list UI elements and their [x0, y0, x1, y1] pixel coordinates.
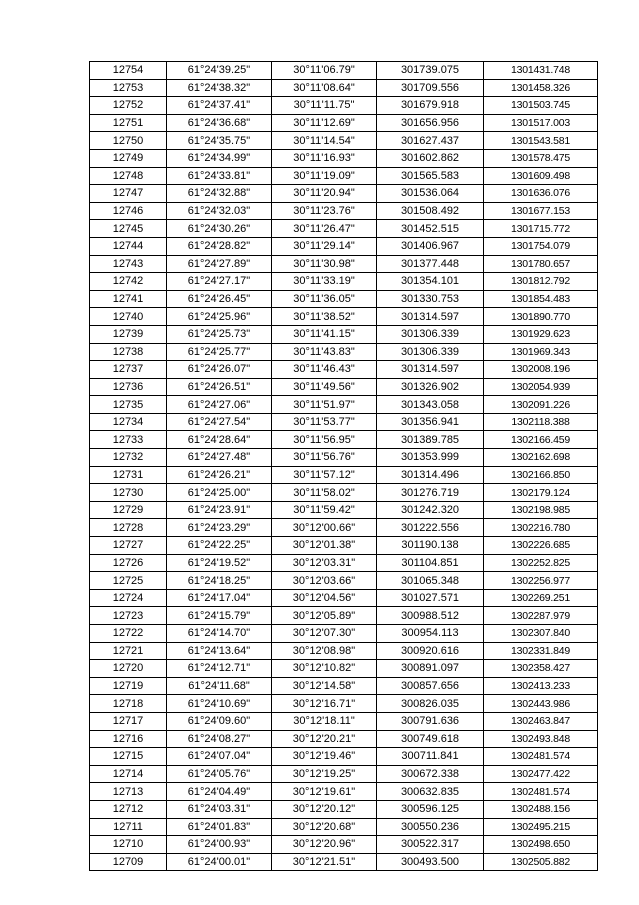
longitude-cell: 30°12'04.56" [272, 589, 377, 607]
latitude-cell: 61°24'25.00" [167, 484, 272, 502]
latitude-cell: 61°24'27.06" [167, 396, 272, 414]
latitude-cell: 61°24'17.04" [167, 589, 272, 607]
northing-cell: 301679.918 [377, 97, 484, 115]
longitude-cell: 30°11'20.94" [272, 185, 377, 203]
northing-cell: 301536.064 [377, 185, 484, 203]
table-row [90, 114, 598, 132]
point-number-cell: 12731 [90, 466, 167, 484]
table-row [90, 396, 598, 414]
latitude-cell: 61°24'27.89" [167, 255, 272, 273]
latitude-cell: 61°24'12.71" [167, 660, 272, 678]
table-row [90, 431, 598, 449]
longitude-cell: 30°11'08.64" [272, 79, 377, 97]
table-row [90, 220, 598, 238]
longitude-cell: 30°11'23.76" [272, 202, 377, 220]
point-number-cell: 12714 [90, 765, 167, 783]
northing-cell: 300988.512 [377, 607, 484, 625]
point-number-cell: 12735 [90, 396, 167, 414]
latitude-cell: 61°24'26.45" [167, 290, 272, 308]
table-row [90, 572, 598, 590]
easting-cell: 1302307.840 [484, 625, 598, 643]
latitude-cell: 61°24'08.27" [167, 730, 272, 748]
point-number-cell: 12740 [90, 308, 167, 326]
point-number-cell: 12722 [90, 625, 167, 643]
longitude-cell: 30°11'06.79" [272, 62, 377, 80]
northing-cell: 301330.753 [377, 290, 484, 308]
easting-cell: 1302481.574 [484, 783, 598, 801]
table-row [90, 730, 598, 748]
easting-cell: 1302166.459 [484, 431, 598, 449]
point-number-cell: 12721 [90, 642, 167, 660]
easting-cell: 1302498.650 [484, 836, 598, 854]
table-row [90, 853, 598, 871]
northing-cell: 301276.719 [377, 484, 484, 502]
longitude-cell: 30°12'08.98" [272, 642, 377, 660]
northing-cell: 301452.515 [377, 220, 484, 238]
easting-cell: 1302091.226 [484, 396, 598, 414]
latitude-cell: 61°24'04.49" [167, 783, 272, 801]
latitude-cell: 61°24'30.26" [167, 220, 272, 238]
longitude-cell: 30°11'19.09" [272, 167, 377, 185]
point-number-cell: 12709 [90, 853, 167, 871]
longitude-cell: 30°11'29.14" [272, 237, 377, 255]
table-row [90, 712, 598, 730]
table-row [90, 343, 598, 361]
latitude-cell: 61°24'32.88" [167, 185, 272, 203]
latitude-cell: 61°24'00.93" [167, 836, 272, 854]
northing-cell: 301627.437 [377, 132, 484, 150]
easting-cell: 1302443.986 [484, 695, 598, 713]
easting-cell: 1301715.772 [484, 220, 598, 238]
longitude-cell: 30°12'20.68" [272, 818, 377, 836]
table-row [90, 202, 598, 220]
northing-cell: 300596.125 [377, 800, 484, 818]
table-row [90, 537, 598, 555]
latitude-cell: 61°24'34.99" [167, 149, 272, 167]
latitude-cell: 61°24'14.70" [167, 625, 272, 643]
latitude-cell: 61°24'27.54" [167, 413, 272, 431]
table-row [90, 255, 598, 273]
easting-cell: 1302179.124 [484, 484, 598, 502]
latitude-cell: 61°24'25.96" [167, 308, 272, 326]
point-number-cell: 12729 [90, 501, 167, 519]
longitude-cell: 30°11'30.98" [272, 255, 377, 273]
northing-cell: 300891.097 [377, 660, 484, 678]
point-number-cell: 12744 [90, 237, 167, 255]
northing-cell: 301377.448 [377, 255, 484, 273]
northing-cell: 300920.616 [377, 642, 484, 660]
table-row [90, 589, 598, 607]
latitude-cell: 61°24'07.04" [167, 748, 272, 766]
northing-cell: 301326.902 [377, 378, 484, 396]
easting-cell: 1302287.979 [484, 607, 598, 625]
table-row [90, 466, 598, 484]
latitude-cell: 61°24'33.81" [167, 167, 272, 185]
point-number-cell: 12747 [90, 185, 167, 203]
latitude-cell: 61°24'28.64" [167, 431, 272, 449]
longitude-cell: 30°12'20.21" [272, 730, 377, 748]
longitude-cell: 30°11'33.19" [272, 273, 377, 291]
coordinates-table [89, 61, 598, 871]
point-number-cell: 12732 [90, 449, 167, 467]
longitude-cell: 30°12'03.66" [272, 572, 377, 590]
point-number-cell: 12724 [90, 589, 167, 607]
table-row [90, 800, 598, 818]
latitude-cell: 61°24'23.29" [167, 519, 272, 537]
easting-cell: 1302505.882 [484, 853, 598, 871]
point-number-cell: 12754 [90, 62, 167, 80]
longitude-cell: 30°11'11.75" [272, 97, 377, 115]
longitude-cell: 30°11'36.05" [272, 290, 377, 308]
latitude-cell: 61°24'28.82" [167, 237, 272, 255]
point-number-cell: 12720 [90, 660, 167, 678]
table-row [90, 237, 598, 255]
point-number-cell: 12752 [90, 97, 167, 115]
table-row [90, 677, 598, 695]
northing-cell: 301190.138 [377, 537, 484, 555]
northing-cell: 301314.597 [377, 308, 484, 326]
point-number-cell: 12733 [90, 431, 167, 449]
point-number-cell: 12716 [90, 730, 167, 748]
northing-cell: 300493.500 [377, 853, 484, 871]
latitude-cell: 61°24'25.77" [167, 343, 272, 361]
easting-cell: 1302481.574 [484, 748, 598, 766]
latitude-cell: 61°24'11.68" [167, 677, 272, 695]
latitude-cell: 61°24'35.75" [167, 132, 272, 150]
table-row [90, 519, 598, 537]
latitude-cell: 61°24'26.21" [167, 466, 272, 484]
northing-cell: 300632.835 [377, 783, 484, 801]
longitude-cell: 30°11'16.93" [272, 149, 377, 167]
easting-cell: 1301458.326 [484, 79, 598, 97]
table-row [90, 273, 598, 291]
coordinates-table-body [90, 62, 598, 871]
longitude-cell: 30°11'53.77" [272, 413, 377, 431]
easting-cell: 1302493.848 [484, 730, 598, 748]
longitude-cell: 30°11'12.69" [272, 114, 377, 132]
table-row [90, 660, 598, 678]
longitude-cell: 30°12'19.25" [272, 765, 377, 783]
easting-cell: 1301854.483 [484, 290, 598, 308]
latitude-cell: 61°24'19.52" [167, 554, 272, 572]
longitude-cell: 30°11'56.95" [272, 431, 377, 449]
point-number-cell: 12730 [90, 484, 167, 502]
easting-cell: 1302008.196 [484, 361, 598, 379]
point-number-cell: 12713 [90, 783, 167, 801]
table-row [90, 62, 598, 80]
latitude-cell: 61°24'15.79" [167, 607, 272, 625]
table-row [90, 149, 598, 167]
northing-cell: 301709.556 [377, 79, 484, 97]
table-row [90, 325, 598, 343]
northing-cell: 301406.967 [377, 237, 484, 255]
easting-cell: 1301780.657 [484, 255, 598, 273]
easting-cell: 1302226.685 [484, 537, 598, 555]
northing-cell: 301354.101 [377, 273, 484, 291]
table-row [90, 783, 598, 801]
latitude-cell: 61°24'36.68" [167, 114, 272, 132]
point-number-cell: 12739 [90, 325, 167, 343]
latitude-cell: 61°24'38.32" [167, 79, 272, 97]
easting-cell: 1301754.079 [484, 237, 598, 255]
easting-cell: 1301636.076 [484, 185, 598, 203]
longitude-cell: 30°12'01.38" [272, 537, 377, 555]
latitude-cell: 61°24'27.48" [167, 449, 272, 467]
point-number-cell: 12738 [90, 343, 167, 361]
table-row [90, 449, 598, 467]
table-row [90, 625, 598, 643]
point-number-cell: 12725 [90, 572, 167, 590]
easting-cell: 1302477.422 [484, 765, 598, 783]
longitude-cell: 30°11'14.54" [272, 132, 377, 150]
longitude-cell: 30°12'10.82" [272, 660, 377, 678]
table-row [90, 308, 598, 326]
table-row [90, 167, 598, 185]
northing-cell: 301602.862 [377, 149, 484, 167]
northing-cell: 300711.841 [377, 748, 484, 766]
point-number-cell: 12742 [90, 273, 167, 291]
latitude-cell: 61°24'27.17" [167, 273, 272, 291]
northing-cell: 300522.317 [377, 836, 484, 854]
longitude-cell: 30°12'19.61" [272, 783, 377, 801]
longitude-cell: 30°11'26.47" [272, 220, 377, 238]
latitude-cell: 61°24'09.60" [167, 712, 272, 730]
longitude-cell: 30°11'51.97" [272, 396, 377, 414]
latitude-cell: 61°24'13.64" [167, 642, 272, 660]
point-number-cell: 12748 [90, 167, 167, 185]
table-row [90, 97, 598, 115]
longitude-cell: 30°12'03.31" [272, 554, 377, 572]
northing-cell: 301222.556 [377, 519, 484, 537]
northing-cell: 301565.583 [377, 167, 484, 185]
point-number-cell: 12715 [90, 748, 167, 766]
table-row [90, 695, 598, 713]
easting-cell: 1302256.977 [484, 572, 598, 590]
point-number-cell: 12749 [90, 149, 167, 167]
table-row [90, 748, 598, 766]
latitude-cell: 61°24'22.25" [167, 537, 272, 555]
northing-cell: 301065.348 [377, 572, 484, 590]
point-number-cell: 12710 [90, 836, 167, 854]
easting-cell: 1301929.623 [484, 325, 598, 343]
table-row [90, 836, 598, 854]
table-row [90, 607, 598, 625]
table-row [90, 765, 598, 783]
easting-cell: 1301578.475 [484, 149, 598, 167]
northing-cell: 300954.113 [377, 625, 484, 643]
easting-cell: 1301609.498 [484, 167, 598, 185]
northing-cell: 301389.785 [377, 431, 484, 449]
longitude-cell: 30°12'20.12" [272, 800, 377, 818]
northing-cell: 301739.075 [377, 62, 484, 80]
point-number-cell: 12719 [90, 677, 167, 695]
point-number-cell: 12718 [90, 695, 167, 713]
longitude-cell: 30°11'41.15" [272, 325, 377, 343]
northing-cell: 301104.851 [377, 554, 484, 572]
point-number-cell: 12726 [90, 554, 167, 572]
northing-cell: 301314.597 [377, 361, 484, 379]
point-number-cell: 12743 [90, 255, 167, 273]
latitude-cell: 61°24'10.69" [167, 695, 272, 713]
easting-cell: 1301812.792 [484, 273, 598, 291]
easting-cell: 1302358.427 [484, 660, 598, 678]
easting-cell: 1302054.939 [484, 378, 598, 396]
northing-cell: 301343.058 [377, 396, 484, 414]
point-number-cell: 12717 [90, 712, 167, 730]
latitude-cell: 61°24'25.73" [167, 325, 272, 343]
latitude-cell: 61°24'26.07" [167, 361, 272, 379]
point-number-cell: 12734 [90, 413, 167, 431]
easting-cell: 1302495.215 [484, 818, 598, 836]
point-number-cell: 12746 [90, 202, 167, 220]
latitude-cell: 61°24'23.91" [167, 501, 272, 519]
easting-cell: 1302198.985 [484, 501, 598, 519]
table-row [90, 361, 598, 379]
easting-cell: 1302162.698 [484, 449, 598, 467]
point-number-cell: 12728 [90, 519, 167, 537]
longitude-cell: 30°12'07.30" [272, 625, 377, 643]
latitude-cell: 61°24'37.41" [167, 97, 272, 115]
point-number-cell: 12751 [90, 114, 167, 132]
northing-cell: 301306.339 [377, 325, 484, 343]
point-number-cell: 12727 [90, 537, 167, 555]
northing-cell: 301508.492 [377, 202, 484, 220]
latitude-cell: 61°24'18.25" [167, 572, 272, 590]
longitude-cell: 30°11'38.52" [272, 308, 377, 326]
table-row [90, 642, 598, 660]
table-row [90, 185, 598, 203]
northing-cell: 301314.496 [377, 466, 484, 484]
easting-cell: 1302463.847 [484, 712, 598, 730]
point-number-cell: 12745 [90, 220, 167, 238]
easting-cell: 1301431.748 [484, 62, 598, 80]
point-number-cell: 12736 [90, 378, 167, 396]
easting-cell: 1302488.156 [484, 800, 598, 818]
point-number-cell: 12753 [90, 79, 167, 97]
latitude-cell: 61°24'39.25" [167, 62, 272, 80]
northing-cell: 300826.035 [377, 695, 484, 713]
latitude-cell: 61°24'05.76" [167, 765, 272, 783]
easting-cell: 1302331.849 [484, 642, 598, 660]
longitude-cell: 30°12'00.66" [272, 519, 377, 537]
northing-cell: 301242.320 [377, 501, 484, 519]
easting-cell: 1302252.825 [484, 554, 598, 572]
northing-cell: 300749.618 [377, 730, 484, 748]
northing-cell: 301353.999 [377, 449, 484, 467]
latitude-cell: 61°24'01.83" [167, 818, 272, 836]
easting-cell: 1302413.233 [484, 677, 598, 695]
longitude-cell: 30°11'49.56" [272, 378, 377, 396]
longitude-cell: 30°12'16.71" [272, 695, 377, 713]
point-number-cell: 12723 [90, 607, 167, 625]
table-row [90, 554, 598, 572]
point-number-cell: 12750 [90, 132, 167, 150]
easting-cell: 1301543.581 [484, 132, 598, 150]
table-row [90, 484, 598, 502]
northing-cell: 301306.339 [377, 343, 484, 361]
latitude-cell: 61°24'26.51" [167, 378, 272, 396]
easting-cell: 1302166.850 [484, 466, 598, 484]
easting-cell: 1301677.153 [484, 202, 598, 220]
northing-cell: 300857.656 [377, 677, 484, 695]
northing-cell: 301656.956 [377, 114, 484, 132]
latitude-cell: 61°24'32.03" [167, 202, 272, 220]
easting-cell: 1301517.003 [484, 114, 598, 132]
table-row [90, 378, 598, 396]
longitude-cell: 30°12'18.11" [272, 712, 377, 730]
northing-cell: 301356.941 [377, 413, 484, 431]
longitude-cell: 30°11'57.12" [272, 466, 377, 484]
easting-cell: 1302216.780 [484, 519, 598, 537]
easting-cell: 1301503.745 [484, 97, 598, 115]
longitude-cell: 30°11'56.76" [272, 449, 377, 467]
longitude-cell: 30°11'58.02" [272, 484, 377, 502]
easting-cell: 1301890.770 [484, 308, 598, 326]
point-number-cell: 12712 [90, 800, 167, 818]
table-row [90, 290, 598, 308]
table-row [90, 501, 598, 519]
table-row [90, 818, 598, 836]
table-row [90, 132, 598, 150]
longitude-cell: 30°11'43.83" [272, 343, 377, 361]
northing-cell: 300791.636 [377, 712, 484, 730]
easting-cell: 1301969.343 [484, 343, 598, 361]
longitude-cell: 30°11'46.43" [272, 361, 377, 379]
northing-cell: 301027.571 [377, 589, 484, 607]
easting-cell: 1302269.251 [484, 589, 598, 607]
point-number-cell: 12737 [90, 361, 167, 379]
northing-cell: 300550.236 [377, 818, 484, 836]
point-number-cell: 12741 [90, 290, 167, 308]
longitude-cell: 30°12'19.46" [272, 748, 377, 766]
longitude-cell: 30°11'59.42" [272, 501, 377, 519]
longitude-cell: 30°12'21.51" [272, 853, 377, 871]
latitude-cell: 61°24'03.31" [167, 800, 272, 818]
table-row [90, 79, 598, 97]
longitude-cell: 30°12'20.96" [272, 836, 377, 854]
easting-cell: 1302118.388 [484, 413, 598, 431]
point-number-cell: 12711 [90, 818, 167, 836]
latitude-cell: 61°24'00.01" [167, 853, 272, 871]
table-row [90, 413, 598, 431]
northing-cell: 300672.338 [377, 765, 484, 783]
longitude-cell: 30°12'14.58" [272, 677, 377, 695]
longitude-cell: 30°12'05.89" [272, 607, 377, 625]
